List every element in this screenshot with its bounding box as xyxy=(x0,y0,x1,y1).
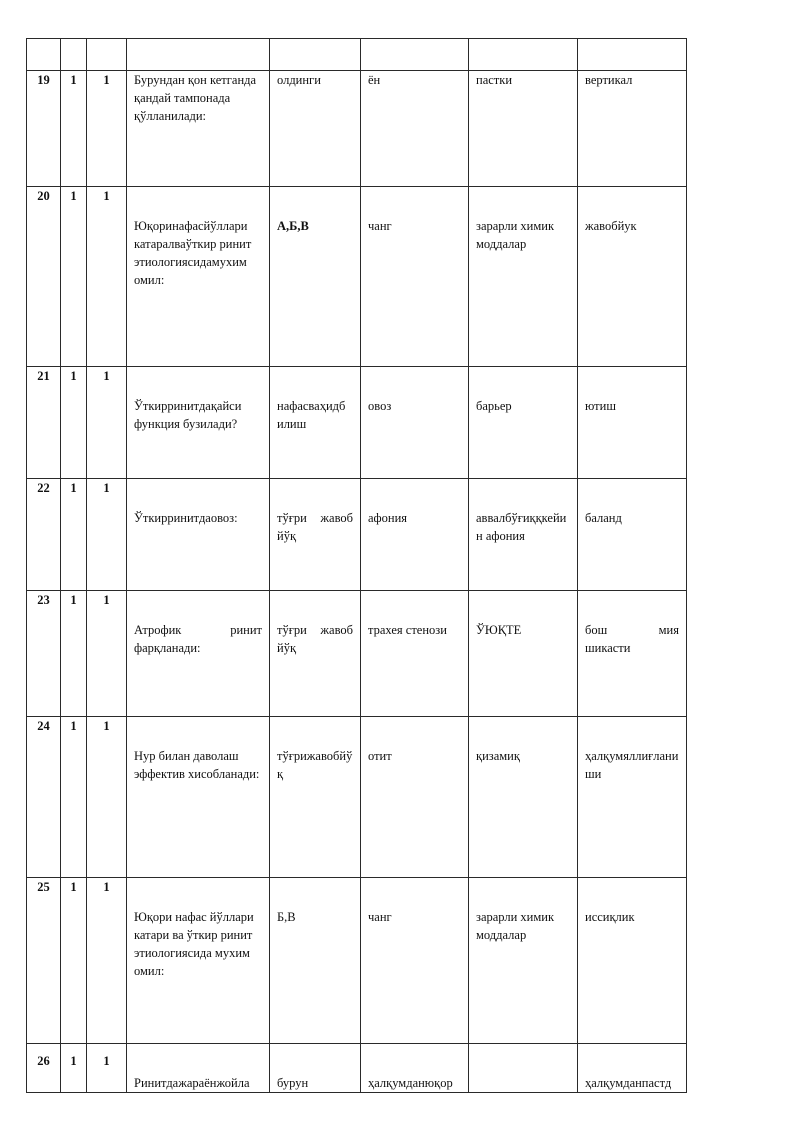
table-row xyxy=(27,591,687,717)
question-text: Атрофик ринит фарқланади: xyxy=(127,591,270,717)
header-cell xyxy=(127,39,270,71)
question-number: 20 xyxy=(27,187,61,367)
option-1: бурун xyxy=(270,1044,361,1093)
option-4: ҳалқумданпастд xyxy=(578,1044,687,1093)
option-2: ҳалқумданюқор xyxy=(361,1044,469,1093)
question-number: 24 xyxy=(27,717,61,878)
question-text: Ринитдажараёнжойла xyxy=(127,1044,270,1093)
option-4: бош мия шикасти xyxy=(578,591,687,717)
option-3: зарарли химик моддалар xyxy=(469,878,578,1044)
question-text: Юқори нафас йўллари катари ва ўткир ринит этиологиясида мухим омил: xyxy=(127,878,270,1044)
question-text: Юқоринафасйўллари катаралваўткир ринит этиологиясидамухим омил: xyxy=(127,187,270,367)
score-cell: 1 xyxy=(87,479,127,591)
table-row xyxy=(27,878,687,1044)
option-4: иссиқлик xyxy=(578,878,687,1044)
option-1: А,Б,В xyxy=(270,187,361,367)
option-3: пастки xyxy=(469,71,578,187)
level-cell: 1 xyxy=(61,717,87,878)
option-2: отит xyxy=(361,717,469,878)
table-row xyxy=(27,717,687,878)
header-cell xyxy=(27,39,61,71)
option-4: баланд xyxy=(578,479,687,591)
score-cell: 1 xyxy=(87,878,127,1044)
option-3: зарарли химик моддалар xyxy=(469,187,578,367)
question-number: 25 xyxy=(27,878,61,1044)
score-cell: 1 xyxy=(87,367,127,479)
option-3: аввалбўғиққкейин афония xyxy=(469,479,578,591)
level-cell: 1 xyxy=(61,479,87,591)
option-3: барьер xyxy=(469,367,578,479)
question-number: 23 xyxy=(27,591,61,717)
option-1: тўғри жавоб йўқ xyxy=(270,479,361,591)
option-4: жавобйук xyxy=(578,187,687,367)
level-cell: 1 xyxy=(61,187,87,367)
header-cell xyxy=(61,39,87,71)
question-number: 19 xyxy=(27,71,61,187)
questions-table xyxy=(26,38,687,1093)
option-2: трахея стенози xyxy=(361,591,469,717)
option-4: вертикал xyxy=(578,71,687,187)
level-cell: 1 xyxy=(61,71,87,187)
option-4: ютиш xyxy=(578,367,687,479)
option-2: афония xyxy=(361,479,469,591)
table-row xyxy=(27,367,687,479)
option-4: ҳалқумяллиғланиши xyxy=(578,717,687,878)
question-text: Ўткирринитдақайси функция бузилади? xyxy=(127,367,270,479)
option-1: Б,В xyxy=(270,878,361,1044)
score-cell: 1 xyxy=(87,717,127,878)
question-text: Бурундан қон кетганда қандай тампонада қўлланилади: xyxy=(127,71,270,187)
option-2: овоз xyxy=(361,367,469,479)
header-cell xyxy=(361,39,469,71)
header-cell xyxy=(578,39,687,71)
option-2: ён xyxy=(361,71,469,187)
level-cell: 1 xyxy=(61,591,87,717)
question-text: Ўткирринитдаовоз: xyxy=(127,479,270,591)
score-cell: 1 xyxy=(87,71,127,187)
option-1: нафасваҳидб илиш xyxy=(270,367,361,479)
level-cell: 1 xyxy=(61,1044,87,1093)
header-cell xyxy=(270,39,361,71)
option-1: олдинги xyxy=(270,71,361,187)
table-row xyxy=(27,479,687,591)
option-3 xyxy=(469,1044,578,1093)
table-header-row xyxy=(27,39,687,71)
question-number: 21 xyxy=(27,367,61,479)
option-1: тўғри жавоб йўқ xyxy=(270,591,361,717)
option-2: чанг xyxy=(361,878,469,1044)
header-cell xyxy=(469,39,578,71)
score-cell: 1 xyxy=(87,591,127,717)
score-cell: 1 xyxy=(87,187,127,367)
option-3: қизамиқ xyxy=(469,717,578,878)
table-row xyxy=(27,1044,687,1093)
level-cell: 1 xyxy=(61,878,87,1044)
score-cell: 1 xyxy=(87,1044,127,1093)
level-cell: 1 xyxy=(61,367,87,479)
table-row xyxy=(27,71,687,187)
option-1: тўғрижавобйўқ xyxy=(270,717,361,878)
question-number: 26 xyxy=(27,1044,61,1093)
question-text: Нур билан даволаш эффектив хисобланади: xyxy=(127,717,270,878)
table-row xyxy=(27,187,687,367)
option-2: чанг xyxy=(361,187,469,367)
header-cell xyxy=(87,39,127,71)
question-number: 22 xyxy=(27,479,61,591)
option-3: ЎЮҚТЕ xyxy=(469,591,578,717)
